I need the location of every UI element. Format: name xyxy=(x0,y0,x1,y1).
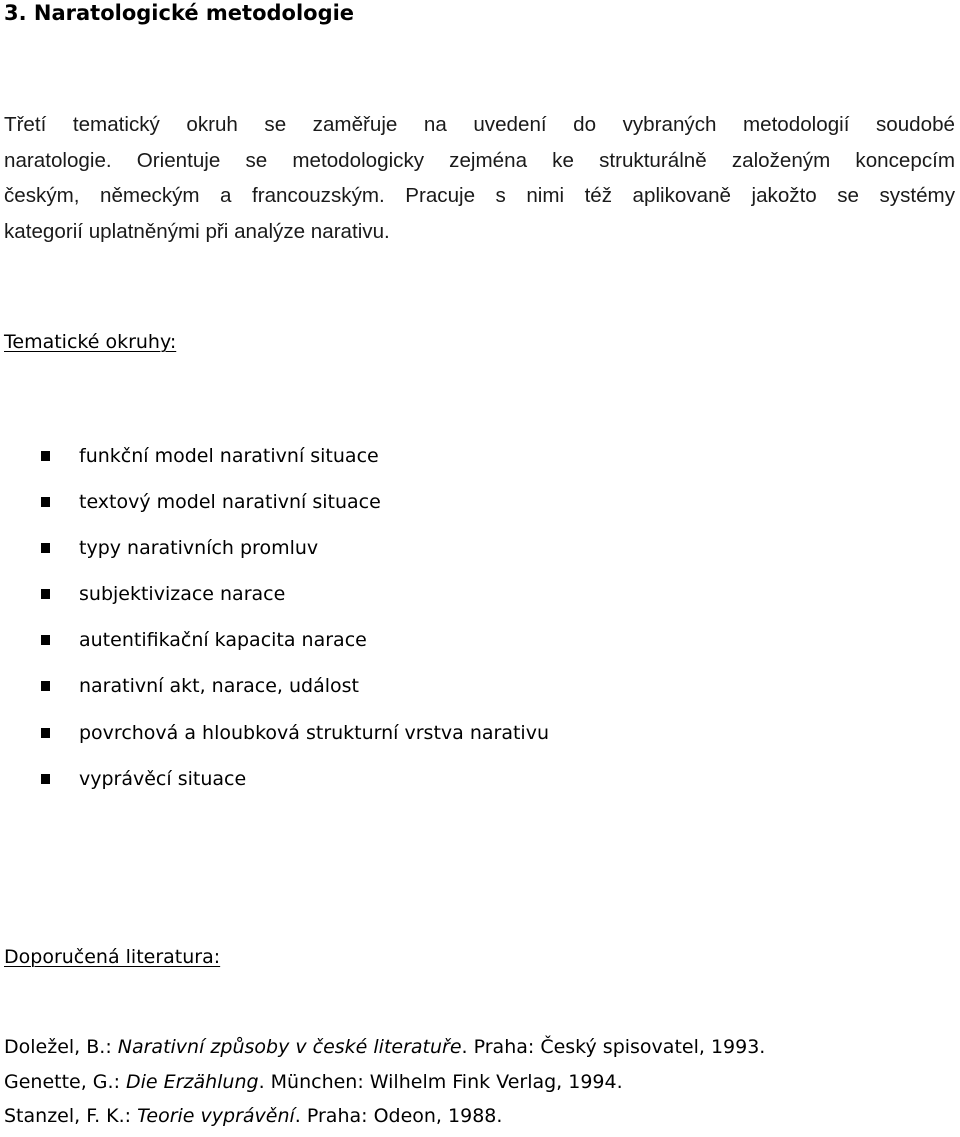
topic-item xyxy=(0,534,549,580)
topic-label: textový model narativní situace xyxy=(79,491,381,514)
intro-line: naratologie. Orientuje se metodologicky zejména ke strukturálně založeným koncepcím xyxy=(4,148,955,172)
topic-item xyxy=(0,719,549,765)
topics-title: Tematické okruhy: xyxy=(4,331,177,353)
reference-author: Genette, G.: xyxy=(4,1070,127,1093)
reference-item xyxy=(4,1102,765,1137)
topic-item xyxy=(0,672,549,718)
square-bullet-icon xyxy=(41,774,50,784)
reference-author: Doležel, B.: xyxy=(4,1036,118,1058)
topic-label: povrchová a hloubková strukturní vrstva narativu xyxy=(79,721,549,744)
topic-label: typy narativních promluv xyxy=(79,537,319,560)
topic-item xyxy=(0,488,549,534)
square-bullet-icon xyxy=(41,451,50,461)
intro-line: kategorií uplatněnými při analýze narativu. xyxy=(4,219,390,243)
topic-item xyxy=(0,442,549,488)
intro-paragraph xyxy=(4,107,955,249)
square-bullet-icon xyxy=(41,728,50,738)
topic-item xyxy=(0,626,549,672)
square-bullet-icon xyxy=(41,681,50,691)
square-bullet-icon xyxy=(41,543,50,553)
literature-title: Doporučená literatura: xyxy=(4,946,221,968)
reference-item xyxy=(4,1068,765,1103)
intro-line: Třetí tematický okruh se zaměřuje na uvedení do vybraných metodologií soudobé xyxy=(4,113,955,136)
chapter-heading: 3. Naratologické metodologie xyxy=(4,1,355,25)
reference-publication: . Praha: Odeon, 1988. xyxy=(294,1105,503,1127)
topic-label: vyprávěcí situace xyxy=(79,767,247,790)
reference-author: Stanzel, F. K.: xyxy=(4,1105,138,1127)
square-bullet-icon xyxy=(41,635,50,645)
topic-label: funkční model narativní situace xyxy=(79,445,379,467)
intro-line: českým, německým a francouzským. Pracuje s nimi též aplikovaně jakožto se systémy xyxy=(4,184,955,207)
references-list xyxy=(4,1033,765,1137)
square-bullet-icon xyxy=(41,497,50,507)
topic-label: narativní akt, narace, událost xyxy=(79,675,359,698)
topic-item xyxy=(0,580,549,626)
square-bullet-icon xyxy=(41,589,50,599)
reference-work-title: Narativní způsoby v české literatuře xyxy=(117,1036,462,1058)
reference-work-title: Teorie vyprávění xyxy=(137,1105,295,1127)
topics-list xyxy=(0,442,549,811)
topic-label: subjektivizace narace xyxy=(79,583,286,606)
reference-work-title: Die Erzählung xyxy=(126,1070,259,1093)
topic-label: autentifikační kapacita narace xyxy=(79,629,367,652)
reference-publication: . Praha: Český spisovatel, 1993. xyxy=(461,1036,766,1058)
reference-publication: . München: Wilhelm Fink Verlag, 1994. xyxy=(258,1070,623,1093)
reference-item xyxy=(4,1033,765,1068)
topic-item xyxy=(0,765,549,811)
